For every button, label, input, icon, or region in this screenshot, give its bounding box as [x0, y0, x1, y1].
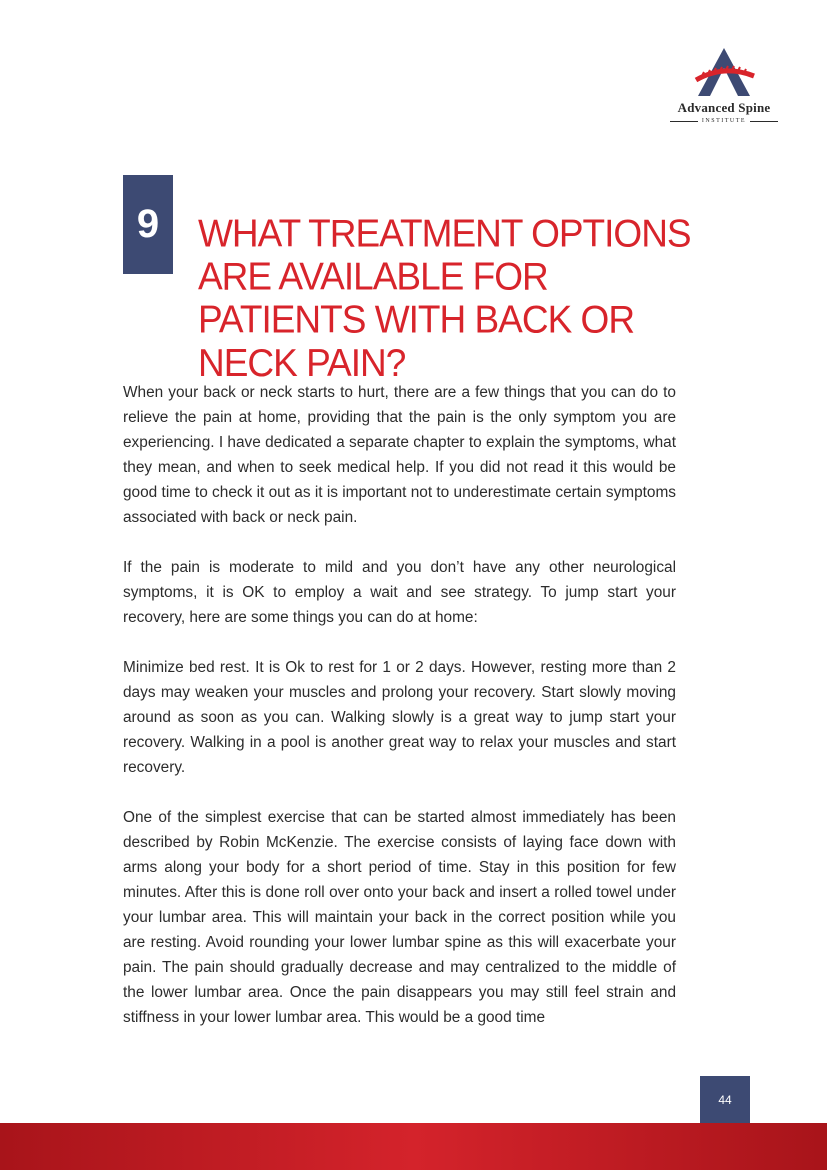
- chapter-number-box: 9: [123, 175, 173, 274]
- logo-title: Advanced Spine: [677, 100, 771, 115]
- advanced-spine-logo: [666, 46, 782, 136]
- spine-logo-icon: [692, 46, 756, 98]
- chapter-title: WHAT TREATMENT OPTIONS ARE AVAILABLE FOR PATIENTS WITH BACK OR NECK PAIN?: [198, 212, 691, 385]
- page-number: 44: [700, 1076, 750, 1123]
- paragraph: Minimize bed rest. It is Ok to rest for 1 or 2 days. However, resting more than 2 days may weaken your muscles and prolong your recovery. Start slowly moving around as soon as you can. Walking slowly is a great way to jump start your recovery. Walking in a pool is another great way to relax your muscles and start recovery.: [123, 659, 676, 776]
- logo-divider-right: [750, 121, 778, 122]
- paragraph: When your back or neck starts to hurt, there are a few things that you can do to relieve the pain at home, providing that the pain is the only symptom you are experiencing. I have dedicated a separate chapter to explain the symptoms, what they mean, and when to seek medical help. If you did not read it this would be good time to check it out as it is important not to underestimate certain symptoms associated with back or neck pain.: [123, 384, 676, 526]
- paragraph: One of the simplest exercise that can be started almost immediately has been described by Robin McKenzie. The exercise consists of laying face down with arms along your body for a short period of time. Stay in this position for few minutes. After this is done roll over onto your back and insert a rolled towel under your lumbar area. This will maintain your back in the correct position while you are resting. Avoid rounding your lower lumbar spine as this will exacerbate your pain. The pain should gradually decrease and may centralized to the middle of the lower lumbar area. Once the pain disappears you may still feel strain and stiffness in your lower lumbar area. This would be a good time: [123, 809, 676, 1026]
- footer-band: [0, 1123, 827, 1170]
- logo-subtitle: INSTITUTE: [701, 118, 747, 124]
- body-text: [123, 380, 676, 1055]
- paragraph: If the pain is moderate to mild and you don’t have any other neurological symptoms, it is OK to employ a wait and see strategy. To jump start your recovery, here are some things you can do at home:: [123, 559, 676, 626]
